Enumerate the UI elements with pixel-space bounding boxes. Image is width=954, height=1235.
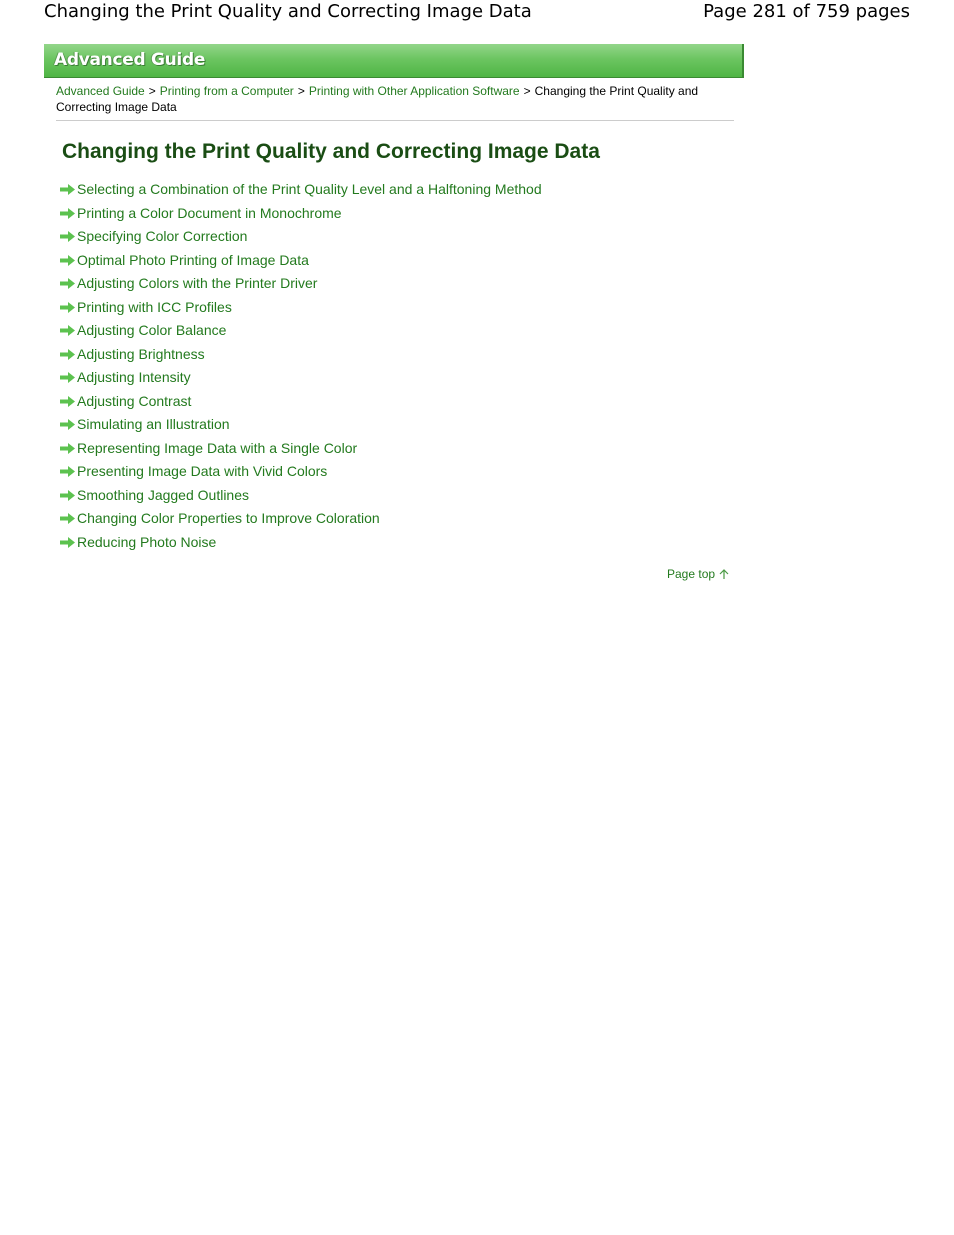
topic-link[interactable]: Printing a Color Document in Monochrome — [77, 204, 342, 221]
topic-list-item — [60, 366, 542, 390]
topic-link-list — [60, 178, 542, 554]
topic-list-item — [60, 343, 542, 367]
document-title: Changing the Print Quality and Correcting Image Data — [44, 1, 532, 22]
topic-link[interactable]: Adjusting Colors with the Printer Driver — [77, 275, 318, 291]
arrow-right-icon — [60, 278, 75, 289]
arrow-right-icon — [60, 184, 75, 195]
topic-list-item — [60, 507, 542, 531]
banner-title: Advanced Guide — [54, 50, 206, 70]
page-counter: Page 281 of 759 pages — [703, 1, 910, 22]
arrow-right-icon — [60, 231, 75, 242]
topic-link[interactable]: Smoothing Jagged Outlines — [77, 486, 249, 503]
topic-link[interactable]: Adjusting Intensity — [77, 369, 191, 385]
arrow-right-icon — [60, 372, 75, 383]
page-top-link[interactable]: Page top — [667, 567, 716, 581]
arrow-right-icon — [60, 419, 75, 430]
topic-link[interactable]: Specifying Color Correction — [77, 228, 248, 244]
breadcrumb — [56, 83, 734, 115]
topic-link[interactable]: Printing with ICC Profiles — [77, 298, 232, 315]
arrow-right-icon — [60, 513, 75, 524]
topic-list-item — [60, 390, 542, 414]
header-divider — [56, 120, 734, 121]
arrow-right-icon — [60, 537, 75, 548]
print-header — [44, 0, 910, 26]
arrow-up-icon[interactable] — [718, 568, 730, 580]
breadcrumb-current: Changing the Print Quality and Correcting Image Data — [56, 84, 699, 114]
topic-list-item — [60, 319, 542, 343]
topic-link[interactable]: Simulating an Illustration — [77, 416, 230, 432]
topic-link[interactable]: Changing Color Properties to Improve Coloration — [77, 510, 380, 526]
arrow-right-icon — [60, 325, 75, 336]
topic-link[interactable]: Optimal Photo Printing of Image Data — [77, 251, 309, 268]
topic-link[interactable]: Representing Image Data with a Single Color — [77, 439, 358, 456]
arrow-right-icon — [60, 443, 75, 454]
topic-link[interactable]: Adjusting Contrast — [77, 392, 192, 409]
topic-link[interactable]: Reducing Photo Noise — [77, 533, 217, 550]
topic-list-item — [60, 272, 542, 296]
arrow-right-icon — [60, 255, 75, 266]
topic-link[interactable]: Adjusting Color Balance — [77, 322, 227, 338]
topic-link[interactable]: Adjusting Brightness — [77, 345, 205, 362]
topic-list-item — [60, 531, 542, 555]
topic-list-item — [60, 484, 542, 508]
arrow-right-icon — [60, 349, 75, 360]
arrow-right-icon — [60, 208, 75, 219]
breadcrumb-link-printing-from-computer[interactable]: Printing from a Computer — [159, 84, 294, 98]
arrow-right-icon — [60, 396, 75, 407]
topic-list-item — [60, 202, 542, 226]
advanced-guide-banner — [44, 44, 744, 78]
topic-link[interactable]: Selecting a Combination of the Print Quality Level and a Halftoning Method — [77, 181, 542, 197]
topic-list-item — [60, 413, 542, 437]
topic-link[interactable]: Presenting Image Data with Vivid Colors — [77, 463, 328, 479]
arrow-right-icon — [60, 302, 75, 313]
breadcrumb-separator: > — [523, 84, 531, 98]
topic-list-item — [60, 178, 542, 202]
topic-list-item — [60, 460, 542, 484]
page-title: Changing the Print Quality and Correcting Image Data — [62, 140, 600, 163]
topic-list-item — [60, 225, 542, 249]
topic-list-item — [60, 249, 542, 273]
breadcrumb-link-advanced-guide[interactable]: Advanced Guide — [56, 84, 145, 98]
arrow-right-icon — [60, 466, 75, 477]
arrow-right-icon — [60, 490, 75, 501]
topic-list-item — [60, 296, 542, 320]
breadcrumb-separator: > — [297, 84, 305, 98]
breadcrumb-link-other-application-software[interactable]: Printing with Other Application Software — [308, 84, 520, 98]
page-top — [667, 566, 730, 582]
topic-list-item — [60, 437, 542, 461]
breadcrumb-separator: > — [148, 84, 156, 98]
